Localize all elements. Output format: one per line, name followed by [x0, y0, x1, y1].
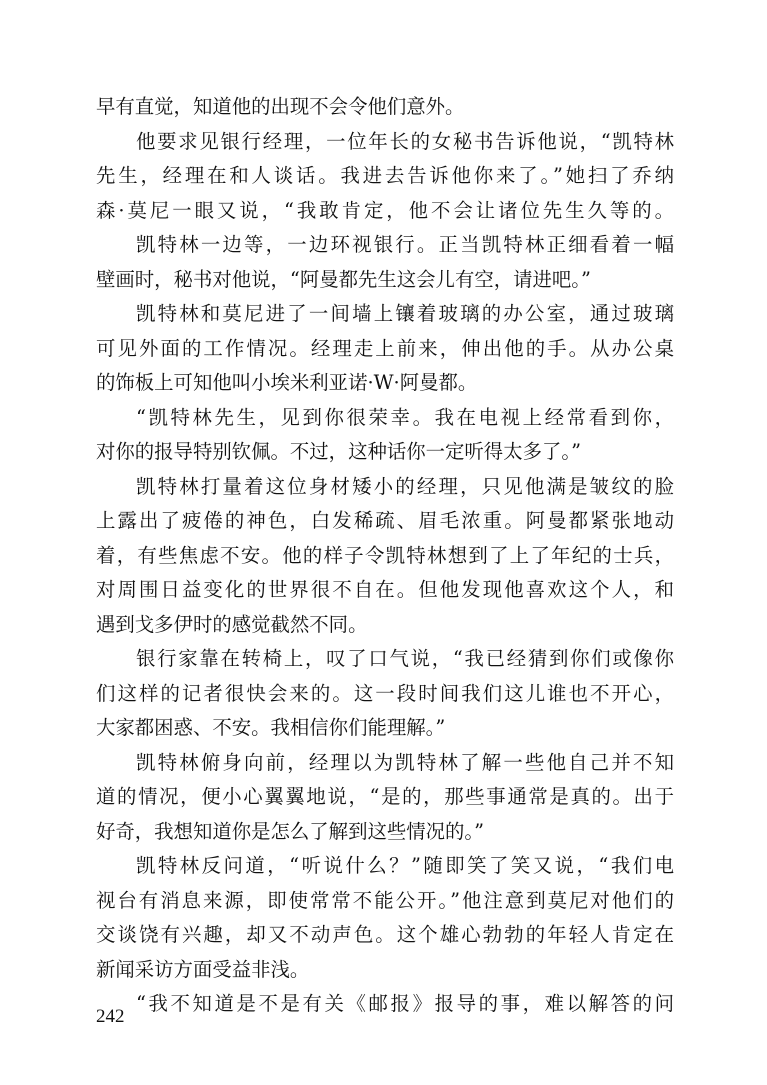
text-line: 道的情况，便小心翼翼地说，“是的，那些事通常是真的。出于: [96, 785, 674, 808]
text-line: 可见外面的工作情况。经理走上前来，伸出他的手。从办公桌: [96, 336, 674, 360]
text-line: 凯特林俯身向前，经理以为凯特林了解一些他自己并不知: [136, 750, 674, 774]
text-line: 们这样的记者很快会来的。这一段时间我们这儿谁也不开心，: [96, 681, 674, 705]
text-line: 新闻采访方面受益非浅。: [96, 957, 310, 981]
text-line: 对周围日益变化的世界很不自在。但他发现他喜欢这个人，和: [96, 578, 674, 601]
text-line: “凯特林先生，见到你很荣幸。我在电视上经常看到你，: [136, 405, 674, 429]
text-line: “我不知道是不是有关《邮报》报导的事，难以解答的问: [136, 992, 674, 1015]
page-number: 242: [96, 1006, 125, 1027]
text-line: 凯特林反问道，“听说什么？”随即笑了笑又说，“我们电: [136, 854, 674, 877]
text-line: 凯特林打量着这位身材矮小的经理，只见他满是皱纹的脸: [136, 474, 674, 498]
text-line: 的饰板上可知他叫小埃米利亚诺·W·阿曼都。: [96, 371, 478, 394]
text-line: 凯特林一边等，一边环视银行。正当凯特林正细看着一幅: [136, 233, 674, 256]
text-line: 森·莫尼一眼又说，“我敢肯定，他不会让诸位先生久等的。: [96, 198, 674, 222]
text-line: 壁画时，秘书对他说，“阿曼都先生这会儿有空，请进吧。”: [96, 267, 591, 291]
text-line: 好奇，我想知道你是怎么了解到这些情况的。”: [96, 819, 485, 843]
body-text: [96, 90, 674, 1022]
text-line: 大家都困惑、不安。我相信你们能理解。”: [96, 716, 446, 739]
text-line: 凯特林和莫尼进了一间墙上镶着玻璃的办公室，通过玻璃: [136, 302, 674, 325]
text-line: 对你的报导特别钦佩。不过，这种话你一定听得太多了。”: [96, 440, 581, 463]
text-line: 交谈饶有兴趣，却又不动声色。这个雄心勃勃的年轻人肯定在: [96, 923, 674, 946]
text-line: 视台有消息来源，即使常常不能公开。”他注意到莫尼对他们的: [96, 888, 674, 912]
text-line: 先生，经理在和人谈话。我进去告诉他你来了。”她扫了乔纳: [96, 164, 674, 187]
text-line: 遇到戈多伊时的感觉截然不同。: [96, 612, 368, 636]
text-line: 早有直觉，知道他的出现不会令他们意外。: [96, 95, 465, 118]
text-line: 银行家靠在转椅上，叹了口气说，“我已经猜到你们或像你: [136, 647, 674, 670]
text-line: 他要求见银行经理，一位年长的女秘书告诉他说，“凯特林: [136, 129, 674, 153]
text-line: 上露出了疲倦的神色，白发稀疏、眉毛浓重。阿曼都紧张地动: [96, 509, 674, 532]
text-line: 着，有些焦虑不安。他的样子令凯特林想到了上了年纪的士兵，: [96, 543, 674, 567]
